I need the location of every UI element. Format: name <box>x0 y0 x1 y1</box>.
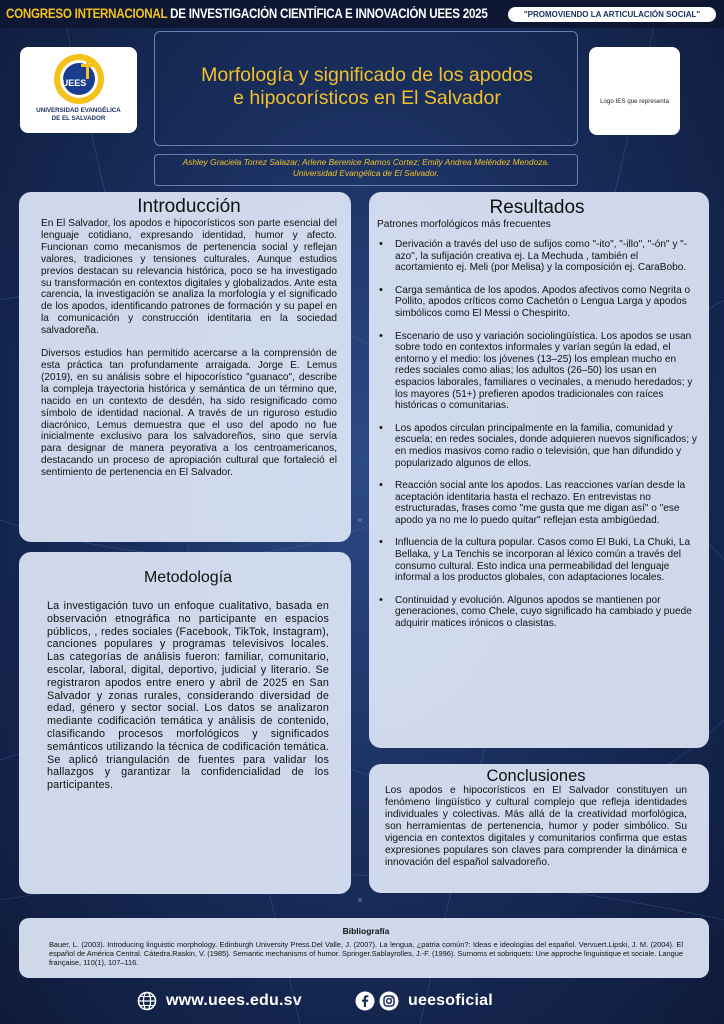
conclusions-text: Los apodos e hipocorísticos en El Salvador constituyen un fenómeno lingüístico y cultural complejo que refleja identidades individuales y colectivas. Más allá de la creatividad morfológica, son herramientas de pertenencia, humor y poder simbólico. Su vigencia en contextos digitales y comunitarios confirma que estas expresiones populares son claves para comprender la dinámica e innovación del español salvadoreño. <box>385 785 687 868</box>
uees-logo <box>20 47 137 133</box>
congress-title: CONGRESO INTERNACIONAL DE INVESTIGACIÓN CIENTÍFICA E INNOVACIÓN UEES 2025 <box>6 6 488 21</box>
methodology-panel <box>19 552 351 894</box>
results-panel <box>369 192 709 748</box>
results-item: • Influencia de la cultura popular. Casos como El Buki, La Chuki, La Bellaka, y La Tenchis se incorporan al léxico común a través del consumo cultural. Esto indica una permeabilidad del lenguaje informal a los productos globales, con adaptaciones locales. <box>377 537 697 583</box>
website-link[interactable] <box>137 990 302 1012</box>
introduction-paragraph-1: En El Salvador, los apodos e hipocorísticos son parte esencial del lenguaje cotidiano, expresando identidad, humor y afecto. Funcionan como mecanismos de pertenencia social y reflejan valores, tradiciones y tensiones culturales. Aunque estudios previos destacan su relevancia histórica, poco se ha investigado su transformación en contextos digitales y globalizados. Ante esta carencia, la investigación se analiza la morfología y el significado de los apodos, identificando patrones de formación y su papel en la comunicación y construcción identitaria en la sociedad salvadoreña. <box>41 218 337 337</box>
introduction-heading: Introducción <box>137 196 241 217</box>
authors: Ashley Graciela Torrez Salazar; Arlene Berenice Ramos Cortez; Emily Andrea Meléndez Mendoza. Universidad Evangélica de El Salvador. <box>154 154 578 186</box>
ies-placeholder-text: Logo IES que representa <box>600 98 669 105</box>
ies-logo-placeholder <box>589 47 680 135</box>
results-item: • Carga semántica de los apodos. Apodos afectivos como Negrita o Pollito, apodos críticos como Cachetón o Lengua Larga y apodos simbólicos como El Messi o Chespirito. <box>377 285 697 320</box>
methodology-heading: Metodología <box>143 569 233 586</box>
instagram-icon <box>379 991 399 1011</box>
website-text: www.uees.edu.sv <box>166 992 302 1009</box>
svg-text:UEES: UEES <box>61 78 87 88</box>
conclusions-heading: Conclusiones <box>486 767 586 785</box>
poster-title: Morfología y significado de los apodos e hipocorísticos en El Salvador <box>201 64 533 110</box>
title-frame <box>154 31 578 146</box>
congress-header <box>0 0 724 28</box>
introduction-panel <box>19 192 351 542</box>
uees-emblem <box>53 53 105 105</box>
bibliography-panel <box>19 918 709 978</box>
results-item: • Reacción social ante los apodos. Las reacciones varían desde la aceptación identitaria hasta el rechazo. En entrevistas no estructuradas, frases como "me gusta que me digan así" o "ese apodo ya no me lo puedo quitar" reflejan esta ambigüedad. <box>377 480 697 526</box>
results-heading: Resultados <box>489 197 585 218</box>
results-list <box>377 239 697 630</box>
university-name: UNIVERSIDAD EVANGÉLICA DE EL SALVADOR <box>36 107 121 122</box>
results-item: • Derivación a través del uso de sufijos como "-ito", "-illo", "-ón" y "-azo", la sufijación creativa ej. La Mechuda , también el acortamiento ej. Meli (por Melisa) y la composición ej. CaraBobo. <box>377 239 697 274</box>
methodology-text: La investigación tuvo un enfoque cualitativo, basada en observación etnográfica no participante en espacios públicos, , redes sociales (Facebook, TikTok, Instagram), canciones populares y programas televisivos locales. Las categorías de análisis fueron: familiar, comunitario, escolar, laboral, digital, deportivo, judicial y literario. Se registraron apodos entre enero y abril de 2025 en San Salvador y zonas rurales, considerando diversidad de edad, género y sector social. Los datos se analizaron mediante codificación temática y análisis de contenido, clasificando procesos morfológicos y significados semánticos utilizando la técnica de codificación temática. Se aplicó triangulación de fuentes para validar los hallazgos y garantizar la confidencialidad de los participantes. <box>47 600 329 792</box>
conclusions-panel <box>369 764 709 893</box>
results-subtitle: Patrones morfológicos más frecuentes <box>377 219 551 230</box>
social-handle: ueesoficial <box>408 992 493 1009</box>
results-item: • Los apodos circulan principalmente en la familia, comunidad y escuela; en redes sociales, donde adquieren nuevos significados; y en medios masivos como radio o televisión, que han difundido y popularizado algunos de ellos. <box>377 423 697 469</box>
globe-icon <box>137 991 157 1011</box>
facebook-icon <box>355 991 375 1011</box>
introduction-paragraph-2: Diversos estudios han permitido acercarse a la comprensión de esta práctica tan profundamente arraigada. Jorge E. Lemus (2019), en su análisis sobre el hipocorístico "guanaco", describe la compleja trayectoria histórica y semántica de un término que, nacido en un contexto de desdén, ha sido resignificado como símbolo de identidad nacional. A través de un riguroso estudio diacrónico, Lemus demuestra que el uso del apodo no fue inicialmente exclusivo para los salvadoreños, sino que servía para designar de manera peyorativa a los centroamericanos, destacando un proceso de apropiación cultural que fortaleció el sentimiento de pertenencia en El Salvador. <box>41 348 337 479</box>
results-item: • Continuidad y evolución. Algunos apodos se mantienen por generaciones, como Chele, cuyo significado ha cambiado y puede adquirir matices irónicos o clasistas. <box>377 595 697 630</box>
bibliography-text: Bauer, L. (2003). Introducing linguistic morphology. Edinburgh University Press.Del Valle, J. (2007). La lengua, ¿patria común?: Ideas e ideologías del español. Vervuert.Lipski, J. M. (2004). El español de América Central. Cátedra.Raskin, V. (1985). Semantic mechanisms of humor. Springer.Sablayrolles, J.-F. (1996). Surnoms et sobriquets: Une approche linguistique et sociale. Langue française, 110(1), 107–116. <box>49 940 684 967</box>
social-link[interactable] <box>355 990 493 1012</box>
bibliography-heading: Bibliografía <box>342 926 390 936</box>
slogan-badge: "PROMOVIENDO LA ARTICULACIÓN SOCIAL" <box>508 7 716 22</box>
results-item: • Escenario de uso y variación sociolingüística. Los apodos se usan sobre todo en contextos informales y varían según la edad, el entorno y el medio: los jóvenes (13–25) los emplean mucho en redes sociales como alias; los adultos (26–50) los usan en espacios laborales, familiares o vecinales, a menudo heredados; y los mayores (51+) prefieren apodos tradicionales con raíces históricas o comunitarias. <box>377 331 697 412</box>
